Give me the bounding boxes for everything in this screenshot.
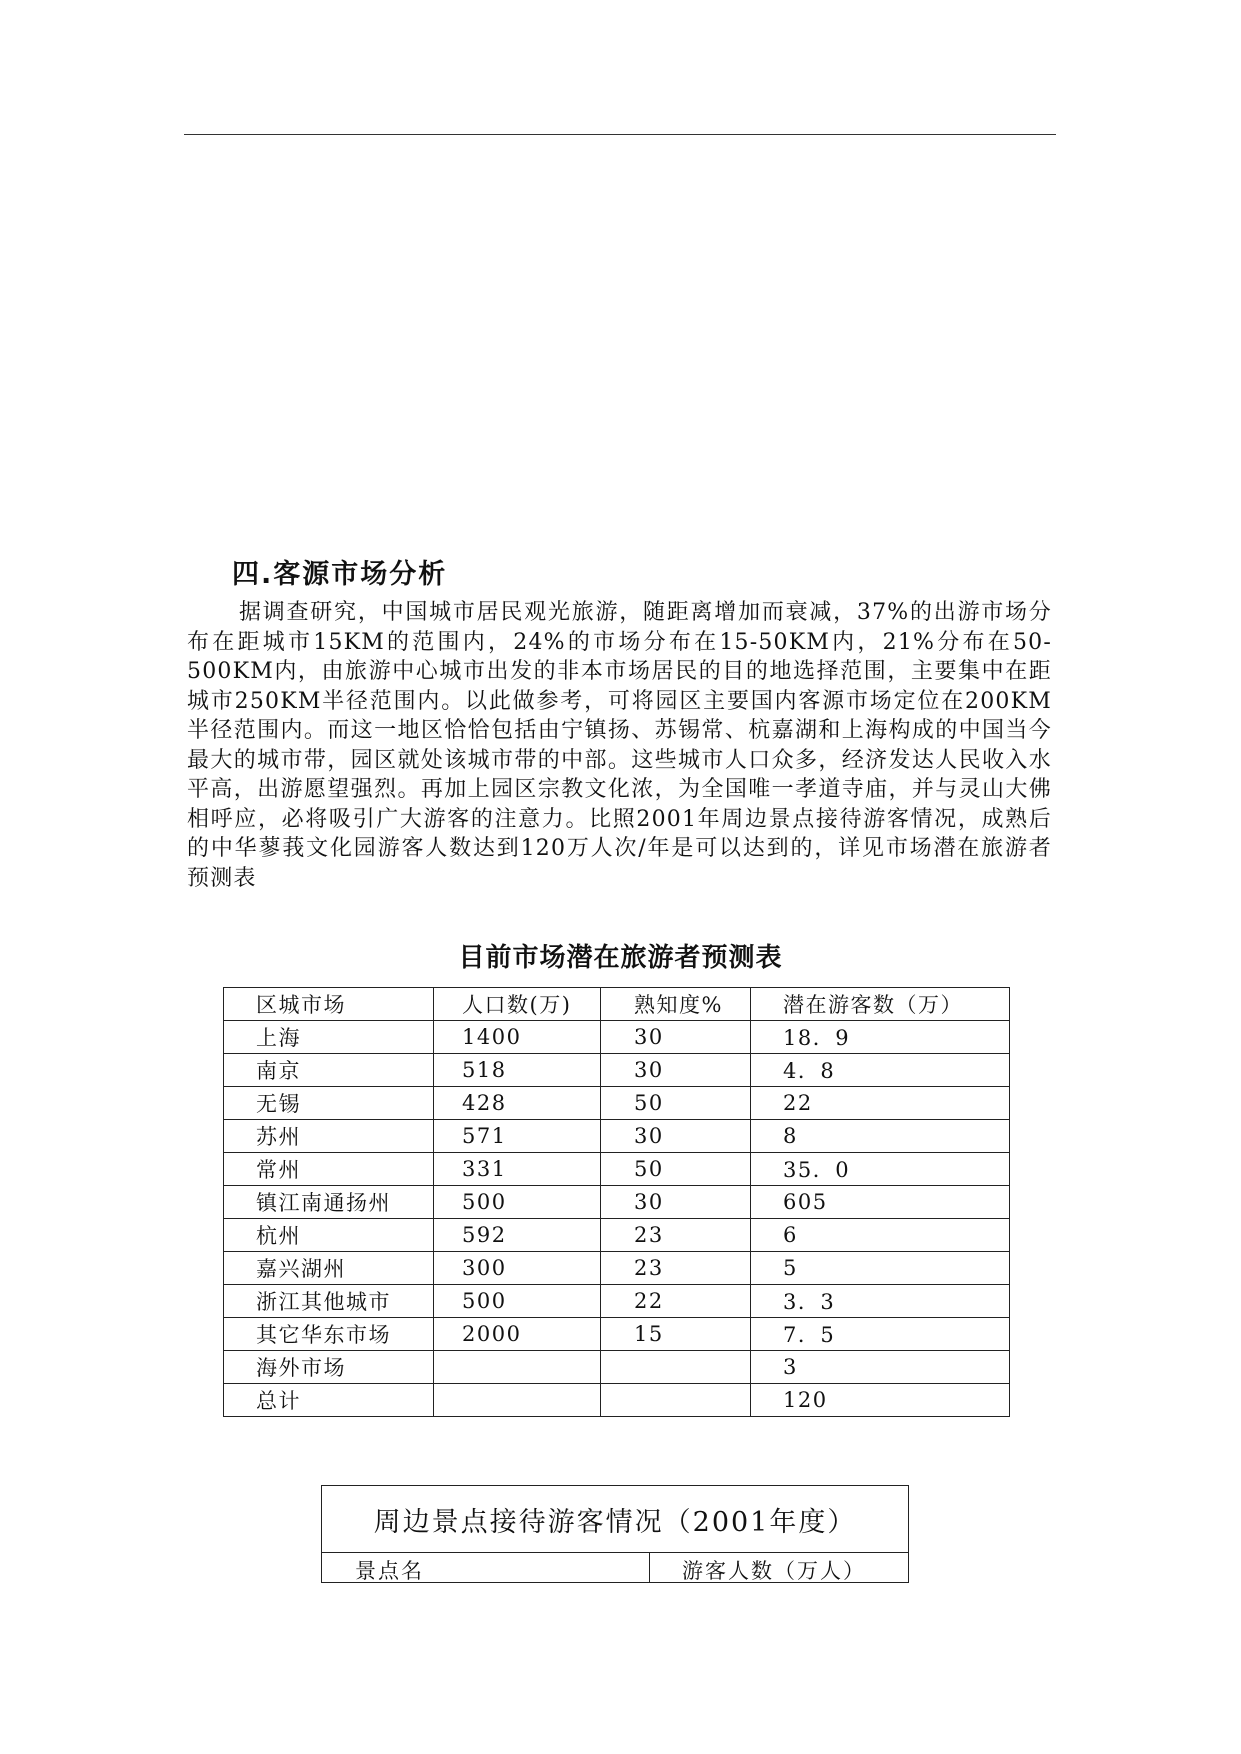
header-potential-visitors: 潜在游客数（万）	[751, 988, 1010, 1021]
row-awareness: 30	[601, 1186, 751, 1219]
header-region: 区城市场	[224, 988, 434, 1021]
row-population: 571	[434, 1120, 601, 1153]
column-divider	[649, 1553, 650, 1582]
row-population: 428	[434, 1087, 601, 1120]
row-population	[434, 1384, 601, 1417]
forecast-table-body	[224, 1021, 1010, 1417]
row-region: 上海	[224, 1021, 434, 1054]
row-population: 300	[434, 1252, 601, 1285]
row-potential-visitors: 18．9	[751, 1021, 1010, 1054]
table-row	[224, 1021, 1010, 1054]
row-potential-visitors: 120	[751, 1384, 1010, 1417]
row-potential-visitors: 3	[751, 1351, 1010, 1384]
section-heading: 四.客源市场分析	[232, 559, 448, 590]
row-region: 总计	[224, 1384, 434, 1417]
row-population: 1400	[434, 1021, 601, 1054]
row-awareness	[601, 1384, 751, 1417]
header-awareness: 熟知度%	[601, 988, 751, 1021]
row-potential-visitors: 8	[751, 1120, 1010, 1153]
row-potential-visitors: 6	[751, 1219, 1010, 1252]
forecast-table-title: 目前市场潜在旅游者预测表	[458, 943, 783, 973]
row-region: 杭州	[224, 1219, 434, 1252]
row-awareness: 50	[601, 1153, 751, 1186]
table-row	[224, 1252, 1010, 1285]
row-awareness: 50	[601, 1087, 751, 1120]
row-population: 500	[434, 1186, 601, 1219]
header-attraction-name: 景点名	[355, 1559, 424, 1583]
row-region: 常州	[224, 1153, 434, 1186]
forecast-table	[223, 987, 1010, 1417]
row-population: 331	[434, 1153, 601, 1186]
row-awareness: 30	[601, 1120, 751, 1153]
row-potential-visitors: 4．8	[751, 1054, 1010, 1087]
row-awareness: 30	[601, 1021, 751, 1054]
row-awareness	[601, 1351, 751, 1384]
row-population: 518	[434, 1054, 601, 1087]
row-population: 2000	[434, 1318, 601, 1351]
row-potential-visitors: 35．0	[751, 1153, 1010, 1186]
table-row	[224, 1384, 1010, 1417]
row-population: 592	[434, 1219, 601, 1252]
row-population	[434, 1351, 601, 1384]
row-awareness: 23	[601, 1252, 751, 1285]
table-header-row	[224, 988, 1010, 1021]
header-visitor-count: 游客人数（万人）	[682, 1559, 866, 1583]
nearby-table-title: 周边景点接待游客情况（2001年度）	[373, 1507, 857, 1538]
table-row	[224, 1351, 1010, 1384]
row-potential-visitors: 22	[751, 1087, 1010, 1120]
row-awareness: 15	[601, 1318, 751, 1351]
row-region: 海外市场	[224, 1351, 434, 1384]
row-potential-visitors: 605	[751, 1186, 1010, 1219]
table-row	[224, 1153, 1010, 1186]
nearby-table-header-row	[322, 1552, 908, 1582]
header-population: 人口数(万)	[434, 988, 601, 1021]
table-row	[224, 1186, 1010, 1219]
row-awareness: 23	[601, 1219, 751, 1252]
table-row	[224, 1087, 1010, 1120]
row-region: 无锡	[224, 1087, 434, 1120]
table-row	[224, 1285, 1010, 1318]
row-region: 镇江南通扬州	[224, 1186, 434, 1219]
row-awareness: 30	[601, 1054, 751, 1087]
table-row	[224, 1318, 1010, 1351]
row-awareness: 22	[601, 1285, 751, 1318]
row-potential-visitors: 5	[751, 1252, 1010, 1285]
row-region: 嘉兴湖州	[224, 1252, 434, 1285]
row-potential-visitors: 3．3	[751, 1285, 1010, 1318]
table-row	[224, 1054, 1010, 1087]
row-region: 浙江其他城市	[224, 1285, 434, 1318]
table-row	[224, 1120, 1010, 1153]
section-paragraph: 据调查研究，中国城市居民观光旅游，随距离增加而衰减，37%的出游市场分布在距城市15KM的范围内，24%的市场分布在15-50KM内，21%分布在50-500KM内，由旅游中心城市出发的非本市场居民的目的地选择范围，主要集中在距城市250KM半径范围内。以此做参考，可将园区主要国内客源市场定位在200KM半径范围内。而这一地区恰恰包括由宁镇扬、苏锡常、杭嘉湖和上海构成的中国当今最大的城市带，园区就处该城市带的中部。这些城市人口众多，经济发达人民收入水平高，出游愿望强烈。再加上园区宗教文化浓，为全国唯一孝道寺庙，并与灵山大佛相呼应，必将吸引广大游客的注意力。比照2001年周边景点接待游客情况，成熟后的中华蓼莪文化园游客人数达到120万人次/年是可以达到的，详见市场潜在旅游者预测表	[187, 600, 1052, 891]
row-region: 苏州	[224, 1120, 434, 1153]
row-potential-visitors: 7．5	[751, 1318, 1010, 1351]
table-row	[224, 1219, 1010, 1252]
row-population: 500	[434, 1285, 601, 1318]
header-rule	[184, 134, 1056, 135]
row-region: 其它华东市场	[224, 1318, 434, 1351]
row-region: 南京	[224, 1054, 434, 1087]
nearby-attractions-table	[321, 1485, 909, 1583]
